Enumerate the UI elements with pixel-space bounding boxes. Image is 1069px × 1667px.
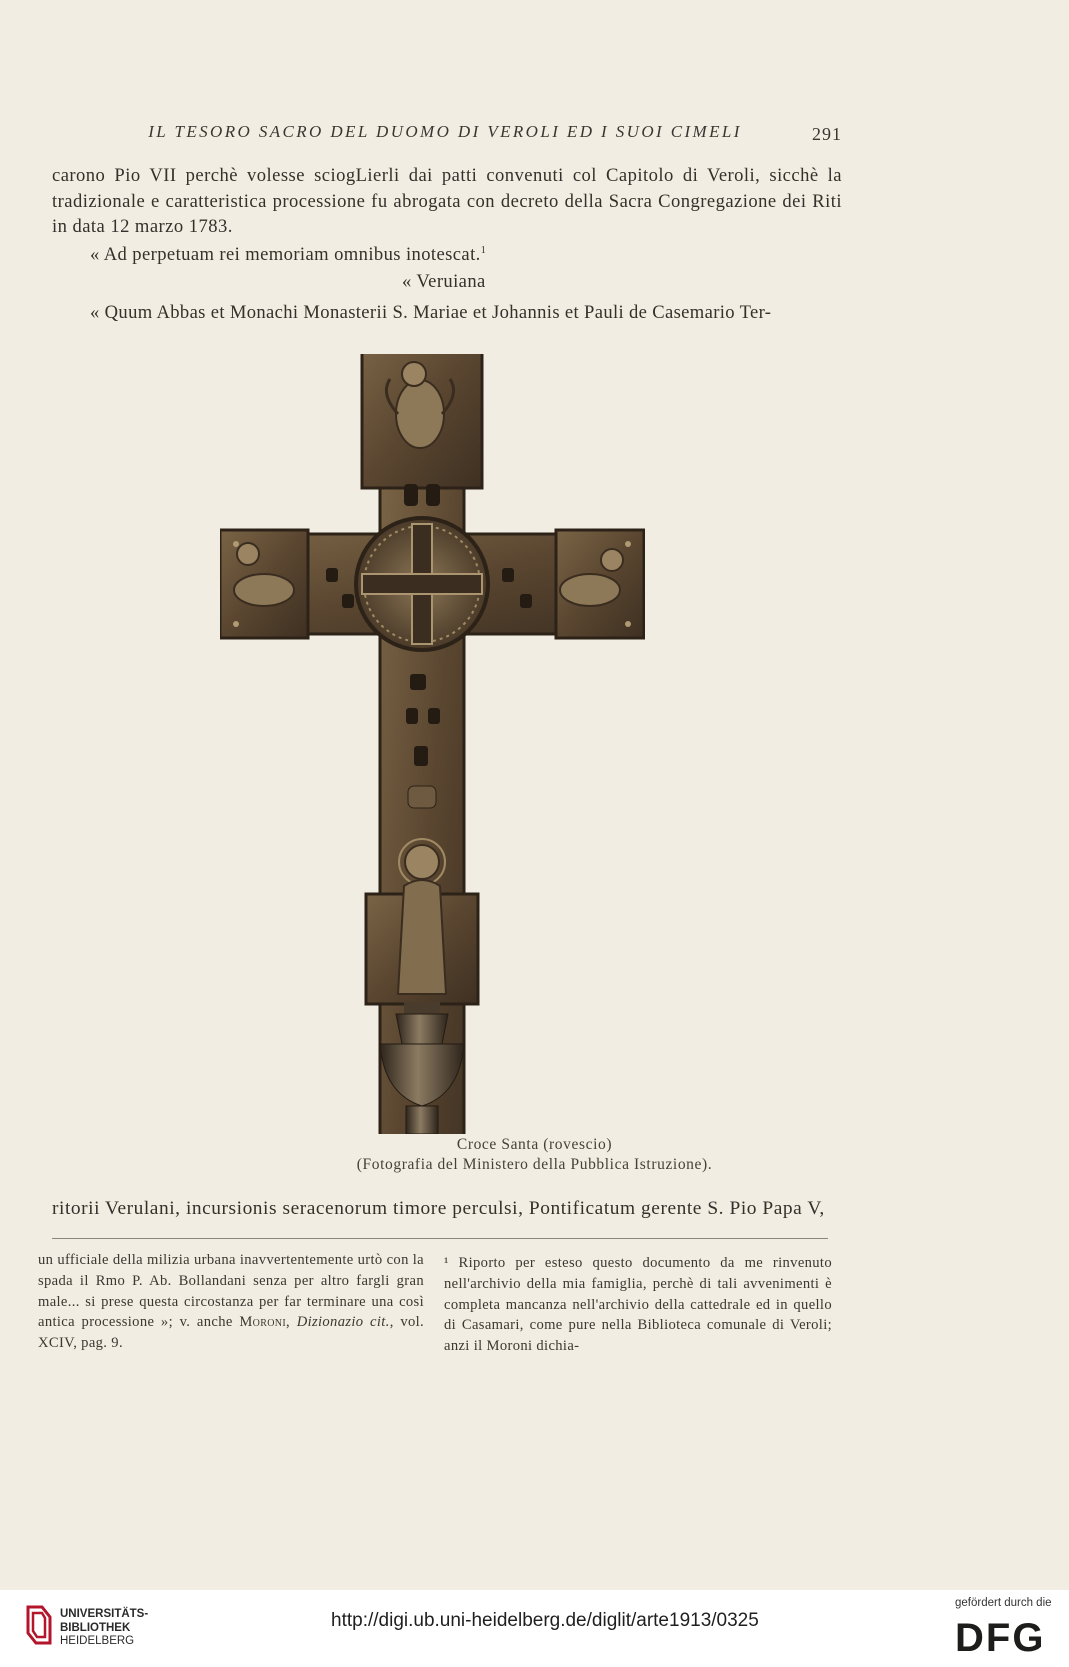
paragraph-continuation: ritorii Verulani, incursionis seracenorum timore perculsi, Pontificatum gerente S. Pio Papa V,	[52, 1198, 825, 1219]
viewer-footer	[0, 1590, 1069, 1667]
figure-caption: Croce Santa (rovescio)	[456, 1136, 613, 1153]
library-name-line: HEIDELBERG	[60, 1635, 135, 1647]
footnote-marker[interactable]: 1	[480, 244, 487, 256]
cross-photograph	[220, 354, 645, 1134]
permalink-url[interactable]: http://digi.ub.uni-heidelberg.de/diglit/arte1913/0325	[331, 1610, 759, 1631]
page-number: 291	[812, 124, 842, 144]
quote-text: « Ad perpetuam rei memoriam omnibus inotescat.	[90, 244, 481, 265]
library-name	[60, 1608, 148, 1649]
quote-line: « Quum Abbas et Monachi Monasterii S. Mariae et Johannis et Pauli de Casemario Ter-	[90, 302, 772, 323]
quote-line: « Veruiana	[402, 271, 486, 292]
library-name-line: BIBLIOTHEK	[60, 1621, 131, 1634]
dfg-logo-icon	[955, 1618, 1055, 1654]
library-name-line: UNIVERSITÄTS-	[60, 1608, 149, 1620]
university-library-logo-icon	[24, 1603, 54, 1647]
footnote-text: un ufficiale della milizia urbana inavvertentemente urtò con la spada il Rmo P. Ab. Bollandani senza per altro fargli gran male... si prese questa circostanza per far terminare una così antica processione »; v. anche	[38, 1252, 424, 1331]
footnote-right: ¹ Riporto per esteso questo documento da me rinvenuto nell'archivio della mia famiglia, perchè di tali avvenimenti è completa mancanza nell'archivio della cattedrale ed in quello di Casamari, come pure nella Biblioteca comunale di Veroli; anzi il Moroni dichia-	[444, 1255, 832, 1355]
figure-credit: (Fotografia del Ministero della Pubblica Istruzione).	[356, 1156, 713, 1173]
footnote-divider	[52, 1238, 828, 1239]
footnote-title: Dizionazio cit.	[296, 1314, 390, 1331]
quote-line	[90, 244, 486, 266]
running-head: IL TESORO SACRO DEL DUOMO DI VEROLI ED I SUOI CIMELI	[148, 122, 742, 141]
footnote-reference: , vol. XCIV, pag. 9.	[38, 1314, 425, 1352]
dfg-logo-text: DFG	[955, 1618, 1046, 1654]
footnote-author: Moroni,	[239, 1314, 291, 1331]
funding-caption: gefördert durch die	[955, 1597, 1052, 1609]
paragraph: carono Pio VII perchè volesse sciogLierli dai patti convenuti col Capitolo di Veroli, sicchè la tradizionale e caratteristica processione fu abrogata con decreto della Sacra Congregazione dei Riti in data 12 marzo 1783.	[52, 165, 842, 237]
footnote-left	[38, 1250, 424, 1354]
